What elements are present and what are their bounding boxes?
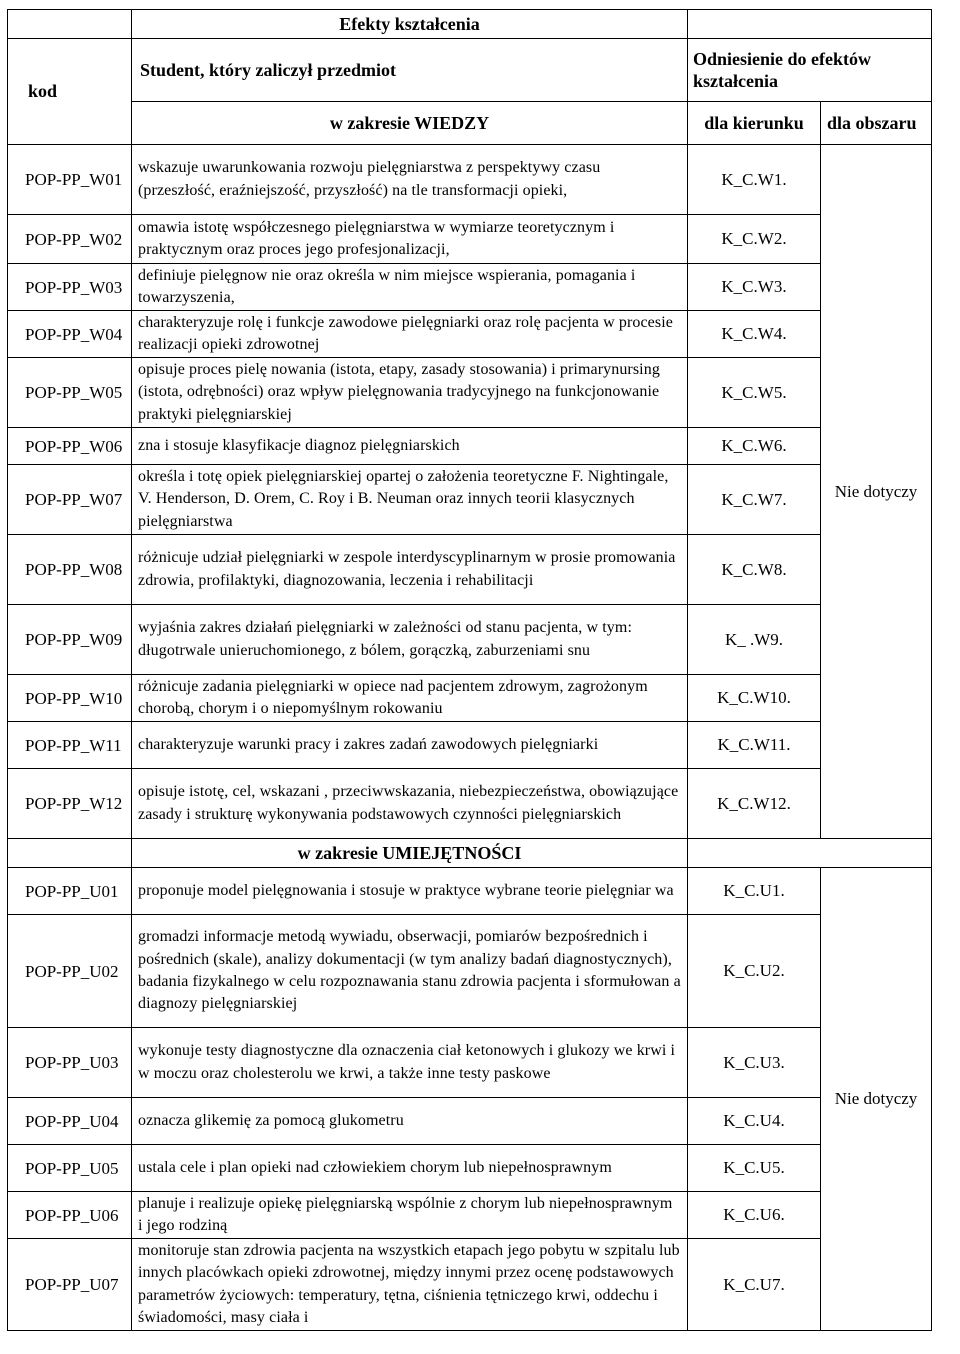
outcome-description: wyjaśnia zakres działań pielęgniarki w zależności od stanu pacjenta, w tym: długotrwale unieruchomionego, z bólem, gorączką, zaburzeniami snu	[132, 605, 688, 675]
table-row	[8, 264, 932, 311]
outcome-description: charakteryzuje rolę i funkcje zawodowe pielęgniarki oraz rolę pacjenta w procesie realizacji opieki zdrowotnej	[132, 311, 688, 358]
wiedzy-section-header: w zakresie WIEDZY	[132, 102, 688, 145]
table-row	[8, 915, 932, 1028]
kierunek-reference: K_ .W9.	[688, 605, 821, 675]
outcome-code: POP-PP_W12	[8, 769, 132, 839]
table-row	[8, 215, 932, 264]
outcome-description: charakteryzuje warunki pracy i zakres zadań zawodowych pielęgniarki	[132, 722, 688, 769]
table-row	[8, 145, 932, 215]
outcome-code: POP-PP_W01	[8, 145, 132, 215]
outcome-description: oznacza glikemię za pomocą glukometru	[132, 1098, 688, 1145]
table-row	[8, 1028, 932, 1098]
outcome-code: POP-PP_U06	[8, 1192, 132, 1239]
table-row	[8, 358, 932, 428]
outcome-description: planuje i realizuje opiekę pielęgniarską wspólnie z chorym lub niepełnosprawnym i jego rodziną	[132, 1192, 688, 1239]
outcome-description: wskazuje uwarunkowania rozwoju pielęgniarstwa z perspektywy czasu (przeszłość, eraźniejszość, przyszłość) na tle transformacji opieki,	[132, 145, 688, 215]
outcome-description: różnicuje udział pielęgniarki w zespole interdyscyplinarnym w prosie promowania zdrowia, profilaktyki, diagnozowania, leczenia i rehabilitacji	[132, 535, 688, 605]
table-row	[8, 769, 932, 839]
table-row	[8, 1098, 932, 1145]
outcome-code: POP-PP_U04	[8, 1098, 132, 1145]
table-row	[8, 1192, 932, 1239]
kierunek-header: dla kierunku	[688, 102, 821, 145]
table-row	[8, 675, 932, 722]
table-title: Efekty kształcenia	[132, 10, 688, 39]
outcome-code: POP-PP_W05	[8, 358, 132, 428]
outcome-code: POP-PP_W02	[8, 215, 132, 264]
blank-cell	[8, 839, 132, 868]
table-row	[8, 868, 932, 915]
table-row	[8, 465, 932, 535]
kierunek-reference: K_C.W12.	[688, 769, 821, 839]
kierunek-reference: K_C.U7.	[688, 1239, 821, 1331]
blank-header-cell	[8, 10, 132, 39]
outcome-code: POP-PP_W06	[8, 428, 132, 465]
outcome-code: POP-PP_W03	[8, 264, 132, 311]
section-row-umiejetnosci	[8, 839, 932, 868]
outcome-description: określa i totę opiek pielęgniarskiej opartej o założenia teoretyczne F. Nightingale, V. Henderson, D. Orem, C. Roy i B. Neuman oraz innych teorii klasycznych pielęgniarstwa	[132, 465, 688, 535]
kierunek-reference: K_C.W5.	[688, 358, 821, 428]
table-row	[8, 535, 932, 605]
kierunek-reference: K_C.U5.	[688, 1145, 821, 1192]
outcome-description: definiuje pielęgnow nie oraz określa w nim miejsce wspierania, pomagania i towarzyszenia,	[132, 264, 688, 311]
learning-outcomes-table	[7, 9, 932, 1331]
outcome-description: proponuje model pielęgnowania i stosuje w praktyce wybrane teorie pielęgniar wa	[132, 868, 688, 915]
outcome-description: opisuje istotę, cel, wskazani , przeciwwskazania, niebezpieczeństwa, obowiązujące zasady i strukturę wykonywania podstawowych czynności pielęgniarskich	[132, 769, 688, 839]
outcome-code: POP-PP_W08	[8, 535, 132, 605]
kierunek-reference: K_C.W4.	[688, 311, 821, 358]
kierunek-reference: K_C.W11.	[688, 722, 821, 769]
kierunek-reference: K_C.W1.	[688, 145, 821, 215]
blank-header-cell	[688, 10, 932, 39]
outcome-description: monitoruje stan zdrowia pacjenta na wszystkich etapach jego pobytu w szpitalu lub innych placówkach opieki zdrowotnej, między innymi przez ocenę podstawowych parametrów życiowych: temperatury, tętna, ciśnienia tętniczego krwi, oddechu i świadomości, masy ciała i	[132, 1239, 688, 1331]
student-header: Student, który zaliczył przedmiot	[132, 39, 688, 102]
outcome-code: POP-PP_U01	[8, 868, 132, 915]
table-row	[8, 722, 932, 769]
blank-cell	[688, 839, 932, 868]
kod-header: kod	[8, 39, 132, 145]
kierunek-reference: K_C.W7.	[688, 465, 821, 535]
odniesienie-header: Odniesienie do efektów kształcenia	[688, 39, 932, 102]
kierunek-reference: K_C.U6.	[688, 1192, 821, 1239]
kierunek-reference: K_C.W8.	[688, 535, 821, 605]
outcome-description: opisuje proces pielę nowania (istota, etapy, zasady stosowania) i primarynursing (istota, odrębności) oraz wpływ pielęgnowania tradycyjnego na funkcjonowanie praktyki pielęgniarskiej	[132, 358, 688, 428]
outcome-description: różnicuje zadania pielęgniarki w opiece nad pacjentem zdrowym, zagrożonym chorobą, chorym i o niepomyślnym rokowaniu	[132, 675, 688, 722]
outcome-description: zna i stosuje klasyfikacje diagnoz pielęgniarskich	[132, 428, 688, 465]
outcome-code: POP-PP_W11	[8, 722, 132, 769]
outcome-code: POP-PP_U02	[8, 915, 132, 1028]
outcome-code: POP-PP_W07	[8, 465, 132, 535]
outcome-description: wykonuje testy diagnostyczne dla oznaczenia ciał ketonowych i glukozy we krwi i w moczu oraz cholesterolu we krwi, a także inne testy paskowe	[132, 1028, 688, 1098]
obszar-wiedza-value: Nie dotyczy	[821, 145, 932, 839]
outcome-code: POP-PP_W04	[8, 311, 132, 358]
umiejetnosci-section-header: w zakresie UMIEJĘTNOŚCI	[132, 839, 688, 868]
table-row	[8, 311, 932, 358]
table-row	[8, 428, 932, 465]
outcome-code: POP-PP_U03	[8, 1028, 132, 1098]
outcome-code: POP-PP_W09	[8, 605, 132, 675]
kierunek-reference: K_C.U1.	[688, 868, 821, 915]
outcome-code: POP-PP_U07	[8, 1239, 132, 1331]
kierunek-reference: K_C.U2.	[688, 915, 821, 1028]
outcome-description: gromadzi informacje metodą wywiadu, obserwacji, pomiarów bezpośrednich i pośrednich (skale), analizy dokumentacji (w tym analizy badań diagnostycznych), badania fizykalnego w celu rozpoznawania stanu zdrowia pacjenta i sformułowan a diagnozy pielęgniarskiej	[132, 915, 688, 1028]
outcome-description: ustala cele i plan opieki nad człowiekiem chorym lub niepełnosprawnym	[132, 1145, 688, 1192]
kierunek-reference: K_C.W2.	[688, 215, 821, 264]
outcome-code: POP-PP_U05	[8, 1145, 132, 1192]
outcome-code: POP-PP_W10	[8, 675, 132, 722]
kierunek-reference: K_C.U4.	[688, 1098, 821, 1145]
kierunek-reference: K_C.W10.	[688, 675, 821, 722]
kierunek-reference: K_C.W6.	[688, 428, 821, 465]
table-row	[8, 1145, 932, 1192]
outcome-description: omawia istotę współczesnego pielęgniarstwa w wymiarze teoretycznym i praktycznym oraz proces jego profesjonalizacji,	[132, 215, 688, 264]
table-row	[8, 605, 932, 675]
table-row	[8, 1239, 932, 1331]
kierunek-reference: K_C.U3.	[688, 1028, 821, 1098]
kierunek-reference: K_C.W3.	[688, 264, 821, 311]
obszar-umiejetnosci-value: Nie dotyczy	[821, 868, 932, 1331]
obszar-header: dla obszaru	[821, 102, 932, 145]
